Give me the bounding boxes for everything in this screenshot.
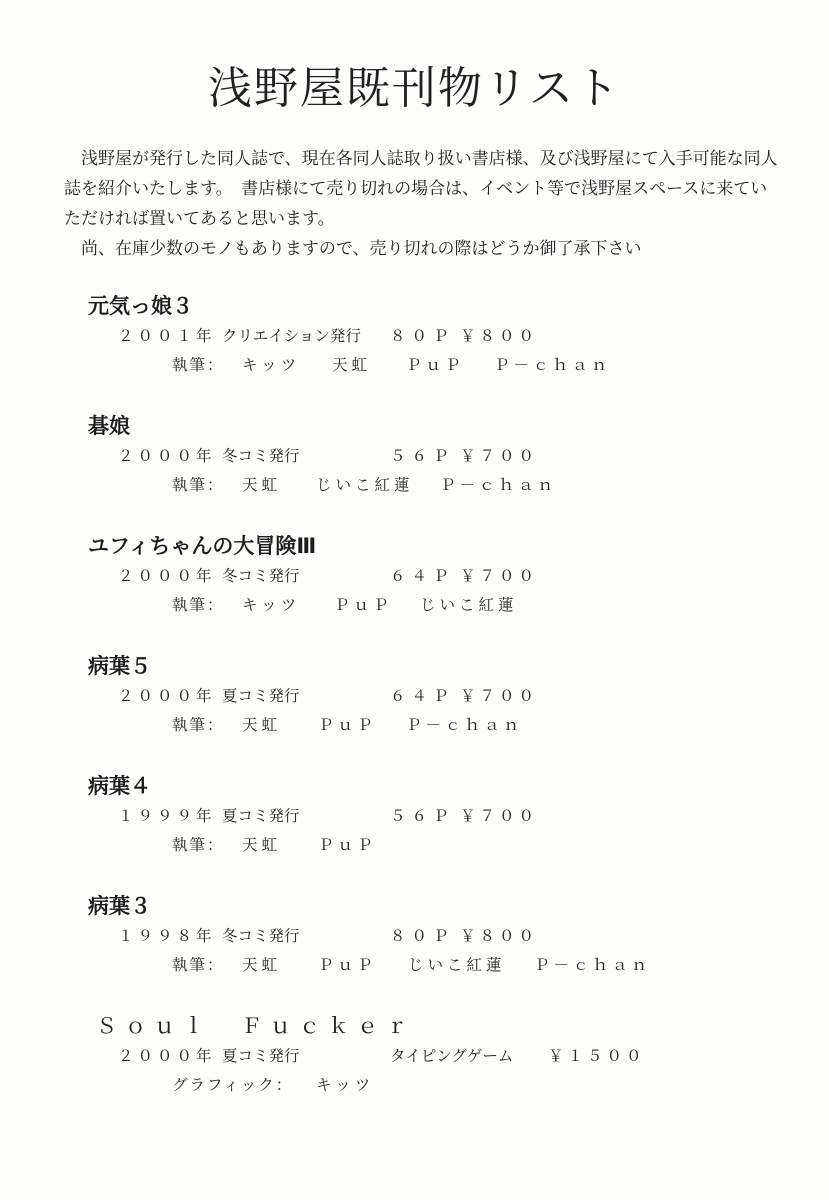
entry-pages: ８０Ｐ xyxy=(390,327,455,345)
author: ＰｕＰ xyxy=(406,356,465,374)
entry-pages: ５６Ｐ xyxy=(390,447,455,465)
author: 天虹 xyxy=(332,356,372,374)
author: 天虹 xyxy=(242,956,282,974)
entry-price: ￥７００ xyxy=(460,687,539,705)
page-title: 浅野屋既刊物リスト xyxy=(207,63,622,114)
entry-details xyxy=(88,322,788,351)
intro-text xyxy=(64,144,784,264)
entry-pages: ６４Ｐ xyxy=(390,687,455,705)
authors-label: 執筆： xyxy=(172,716,225,734)
entry-year: ２０００年 xyxy=(118,687,216,705)
intro-paragraph-2: 尚、在庫少数のモノもありますので、売り切れの際はどうか御了承下さい xyxy=(81,239,642,259)
entry xyxy=(88,770,788,860)
entry-title: ユフィちゃんの大冒険Ⅲ xyxy=(88,534,317,558)
intro-paragraph-1: 浅野屋が発行した同人誌で、現在各同人誌取り扱い書店様、及び浅野屋にて入手可能な同人誌を紹介いたします。 書店様にて売り切れの場合は、イベント等で浅野屋スペースに来ていただければ置いてあると思います。 xyxy=(64,149,778,229)
entry xyxy=(88,650,788,740)
entry-price: ￥８００ xyxy=(460,327,539,345)
entry xyxy=(88,410,788,500)
entry-details xyxy=(88,562,788,591)
entry-price: ￥７００ xyxy=(460,567,539,585)
authors-label: 執筆： xyxy=(172,356,225,374)
entry-price: ￥８００ xyxy=(460,927,539,945)
author: ＰｕＰ xyxy=(318,716,377,734)
author: Ｐ－ｃｈａｎ xyxy=(494,356,612,374)
entry-authors xyxy=(88,471,788,500)
entry-details xyxy=(88,682,788,711)
entry-event: 冬コミ発行 xyxy=(222,927,300,945)
entry-price: ￥７００ xyxy=(460,447,539,465)
entry xyxy=(88,890,788,980)
entry xyxy=(88,530,788,620)
entry-authors xyxy=(88,711,788,740)
entry-pages: ５６Ｐ xyxy=(390,807,455,825)
entry-title: 元気っ娘３ xyxy=(88,294,193,318)
entry-event: クリエイション発行 xyxy=(222,327,361,345)
entry xyxy=(88,290,788,380)
authors-label: グラフィック： xyxy=(172,1076,294,1094)
author: ＰｕＰ xyxy=(318,956,377,974)
entry-year: ２００１年 xyxy=(118,327,216,345)
entry-authors xyxy=(88,951,788,980)
entry-year: １９９８年 xyxy=(118,927,216,945)
entry-authors xyxy=(88,591,788,620)
authors-label: 執筆： xyxy=(172,956,225,974)
entry-event: 夏コミ発行 xyxy=(222,807,300,825)
author: ＰｕＰ xyxy=(334,596,393,614)
entry-title: 碁娘 xyxy=(88,414,130,438)
entry-event: 夏コミ発行 xyxy=(222,687,300,705)
author: じいこ紅蓮 xyxy=(408,956,506,974)
authors-label: 執筆： xyxy=(172,836,225,854)
entry-authors xyxy=(88,351,788,380)
entry-price: ￥７００ xyxy=(460,807,539,825)
entry-event: 夏コミ発行 xyxy=(222,1047,300,1065)
entry-title: 病葉５ xyxy=(88,654,151,678)
author: 天虹 xyxy=(242,716,282,734)
author: キッツ xyxy=(316,1076,375,1094)
entry-details xyxy=(88,802,788,831)
author: じいこ紅蓮 xyxy=(316,476,414,494)
entry-price: ￥１５００ xyxy=(548,1047,646,1065)
author: Ｐ－ｃｈａｎ xyxy=(406,716,524,734)
author: キッツ xyxy=(242,356,301,374)
author: ＰｕＰ xyxy=(318,836,377,854)
entry-authors xyxy=(88,831,788,860)
author: じいこ紅蓮 xyxy=(420,596,518,614)
author: キッツ xyxy=(242,596,301,614)
entry xyxy=(88,1010,788,1100)
entry-title: 病葉４ xyxy=(88,774,151,798)
entry-format: タイピングゲーム xyxy=(390,1047,514,1065)
entry-year: ２０００年 xyxy=(118,447,216,465)
entry-event: 冬コミ発行 xyxy=(222,567,300,585)
entry-title: Ｓｏｕｌ Ｆｕｃｋｅｒ xyxy=(96,1014,415,1038)
entry-year: ２０００年 xyxy=(118,1047,216,1065)
entry-details xyxy=(88,1042,788,1071)
entry-pages: ８０Ｐ xyxy=(390,927,455,945)
entry-pages: ６４Ｐ xyxy=(390,567,455,585)
entry-details xyxy=(88,922,788,951)
author: Ｐ－ｃｈａｎ xyxy=(534,956,652,974)
authors-label: 執筆： xyxy=(172,476,225,494)
entry-authors xyxy=(88,1071,788,1100)
authors-label: 執筆： xyxy=(172,596,225,614)
author: 天虹 xyxy=(242,836,282,854)
entry-details xyxy=(88,442,788,471)
entry-event: 冬コミ発行 xyxy=(222,447,300,465)
entry-title: 病葉３ xyxy=(88,894,151,918)
author: 天虹 xyxy=(242,476,282,494)
author: Ｐ－ｃｈａｎ xyxy=(440,476,558,494)
entry-year: ２０００年 xyxy=(118,567,216,585)
entry-year: １９９９年 xyxy=(118,807,216,825)
